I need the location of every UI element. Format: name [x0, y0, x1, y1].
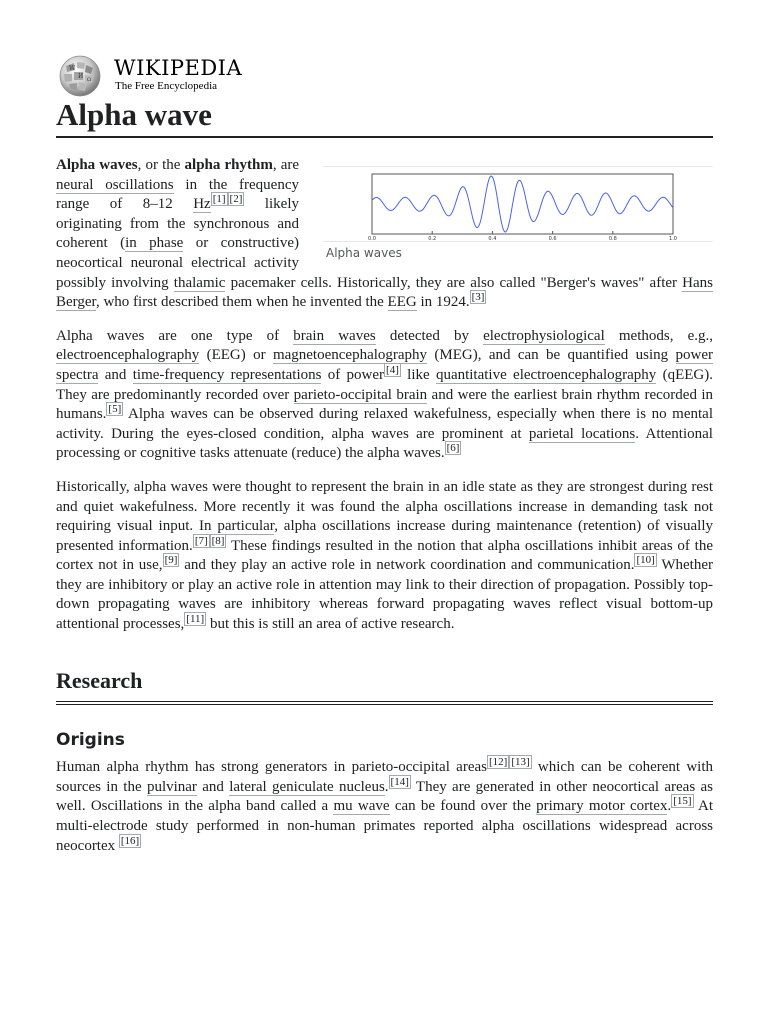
- text: . Attentional processing or cognitive tasks attenuate (reduce) the alpha waves.: [56, 425, 713, 462]
- wikipedia-globe-icon: [56, 54, 104, 98]
- citation-16[interactable]: [16]: [120, 834, 140, 847]
- text: which can be coherent with sources in the: [56, 759, 713, 795]
- figure-caption: Alpha waves: [326, 246, 402, 260]
- section-heading-origins: Origins: [56, 729, 125, 750]
- x-tick-label: 0.4: [488, 236, 497, 242]
- origins-paragraph: [56, 758, 713, 856]
- x-tick-label: 0.6: [548, 236, 557, 242]
- alpha-wave-plot: [323, 166, 713, 242]
- text: like: [400, 366, 436, 383]
- text: .: [667, 798, 672, 815]
- link-brain-waves[interactable]: brain waves: [293, 327, 376, 344]
- citation-2[interactable]: [2]: [229, 193, 243, 206]
- link-thalamic[interactable]: thalamic: [173, 274, 226, 291]
- text: methods, e.g.,: [604, 327, 714, 344]
- bold-term: Alpha waves: [56, 157, 138, 173]
- link-hans-berger[interactable]: Hans Berger: [56, 274, 713, 311]
- x-tick-label: 0.0: [368, 236, 376, 242]
- link-parietal-locations[interactable]: parietal locations: [528, 425, 636, 442]
- text: can be found over the: [389, 798, 537, 815]
- citation-13[interactable]: [13]: [511, 756, 530, 769]
- link-neural-oscillations[interactable]: neural oscillations: [56, 176, 174, 193]
- text: detected by: [375, 327, 484, 344]
- citation-9[interactable]: [9]: [164, 554, 178, 567]
- text: but this is still an area of active research.: [206, 616, 455, 633]
- text: .: [384, 778, 389, 795]
- citation-6[interactable]: [6]: [446, 442, 460, 455]
- link-electrophysiological[interactable]: electrophysiological: [483, 327, 605, 344]
- link-parieto-occipital-brain[interactable]: parieto-occipital brain: [293, 386, 428, 403]
- text: and: [196, 778, 230, 795]
- citation-5[interactable]: [5]: [108, 403, 122, 416]
- link-magnetoencephalography[interactable]: magnetoencephalography: [272, 347, 428, 364]
- link-primary-motor-cortex[interactable]: primary motor cortex: [536, 798, 668, 815]
- citation-1[interactable]: [1]: [212, 193, 226, 206]
- citation-7[interactable]: [7]: [194, 534, 208, 547]
- citation-8[interactable]: [8]: [211, 534, 225, 547]
- text: (qEEG). They are predominantly recorded over: [56, 366, 713, 403]
- text: in 1924.: [416, 294, 470, 311]
- citation-10[interactable]: [10]: [636, 554, 655, 567]
- text: At multi-electrode study performed in non-human primates reported alpha oscillations widespread across neocortex: [56, 798, 713, 854]
- citation-12[interactable]: [12]: [488, 756, 508, 769]
- tagline: The Free Encyclopedia: [115, 80, 218, 92]
- text: , who first described them when he invented the: [95, 294, 388, 311]
- link-qeeg[interactable]: quantitative electroencephalography: [435, 366, 657, 383]
- text: , or the: [137, 157, 185, 173]
- text: , are: [272, 157, 299, 173]
- plot-frame: [372, 174, 673, 234]
- intro-paragraph-3: [56, 478, 713, 635]
- alpha-wave-figure[interactable]: [323, 166, 713, 266]
- link-mu-wave[interactable]: mu wave: [333, 798, 390, 815]
- link-particular[interactable]: particular: [217, 518, 275, 535]
- link-pulvinar[interactable]: pulvinar: [146, 778, 197, 795]
- svg-text:W: W: [69, 65, 76, 72]
- link-eeg[interactable]: EEG: [387, 294, 417, 311]
- x-tick-label: 1.0: [669, 236, 677, 242]
- text: pacemaker cells. Historically, they are also called "Berger's waves" after: [225, 274, 683, 291]
- text: and: [98, 366, 133, 383]
- text: (EEG) or: [199, 347, 273, 364]
- link-in-phase[interactable]: in phase: [125, 235, 184, 252]
- citation-3[interactable]: [3]: [471, 291, 485, 304]
- text: These findings resulted in the notion that alpha oscillations inhibit areas of the cortex not in use,: [56, 537, 713, 574]
- link-electroencephalography[interactable]: electroencephalography: [56, 347, 200, 364]
- text: Alpha waves can be observed during relaxed wakefulness, especially when there is no mental activity. During the eyes-closed condition, alpha waves are prominent at: [56, 406, 713, 442]
- svg-text:И: И: [78, 73, 84, 80]
- text: Whether they are inhibitory or play an active role in attention may link to their direction of propagation. Possibly top-down propagating waves are inhibitory whereas forward propagating waves reflect visual bottom-up attentional processes,: [56, 557, 713, 633]
- citation-11[interactable]: [11]: [186, 613, 205, 626]
- link-hz[interactable]: Hz: [193, 196, 211, 213]
- text: and were the earliest brain rhythm recorded in humans.: [56, 386, 713, 423]
- x-tick-label: 0.2: [428, 236, 437, 242]
- text: , alpha oscillations increase during maintenance (retention) of visually presented information.: [56, 518, 713, 554]
- text: and they play an active role in network coordination and communication.: [179, 557, 635, 574]
- section-heading-research: Research: [56, 667, 713, 705]
- x-tick-label: 0.8: [608, 236, 617, 242]
- text: Historically, alpha waves were thought to represent the brain in an idle state as they are strongest during rest and quiet wakefulness. More recently it was found the alpha oscillations increase in demanding task not requiring visual input. In: [56, 478, 713, 535]
- link-time-frequency[interactable]: time-frequency representations: [132, 366, 322, 383]
- link-lateral-geniculate-nucleus[interactable]: lateral geniculate nucleus: [229, 778, 385, 795]
- citation-14[interactable]: [14]: [390, 775, 409, 788]
- link-power-spectra[interactable]: power spectra: [56, 347, 713, 383]
- site-logo[interactable]: [56, 54, 296, 98]
- wordmark: WIKIPEDIA: [114, 56, 243, 80]
- svg-text:Ω: Ω: [87, 77, 92, 83]
- text: likely originating from the synchronous and coherent (: [56, 196, 299, 252]
- text: in the frequency range of 8–12: [56, 176, 299, 213]
- text: Human alpha rhythm has strong generators in parieto-occipital areas: [56, 759, 487, 776]
- text: or constructive) neocortical neuronal electrical activity possibly involving: [56, 235, 299, 291]
- citation-4[interactable]: [4]: [386, 363, 399, 376]
- text: They are generated in other neocortical areas as well. Oscillations in the alpha band called a: [56, 778, 713, 815]
- text: (MEG), and can be quantified using: [427, 347, 676, 364]
- intro-paragraph-2: [56, 327, 713, 464]
- citation-15[interactable]: [15]: [673, 795, 692, 808]
- page-title: Alpha wave: [56, 96, 713, 138]
- text: Alpha waves are one type of: [56, 327, 294, 344]
- bold-term: alpha rhythm: [184, 157, 273, 173]
- article-content: [56, 156, 713, 870]
- text: of power: [321, 366, 385, 383]
